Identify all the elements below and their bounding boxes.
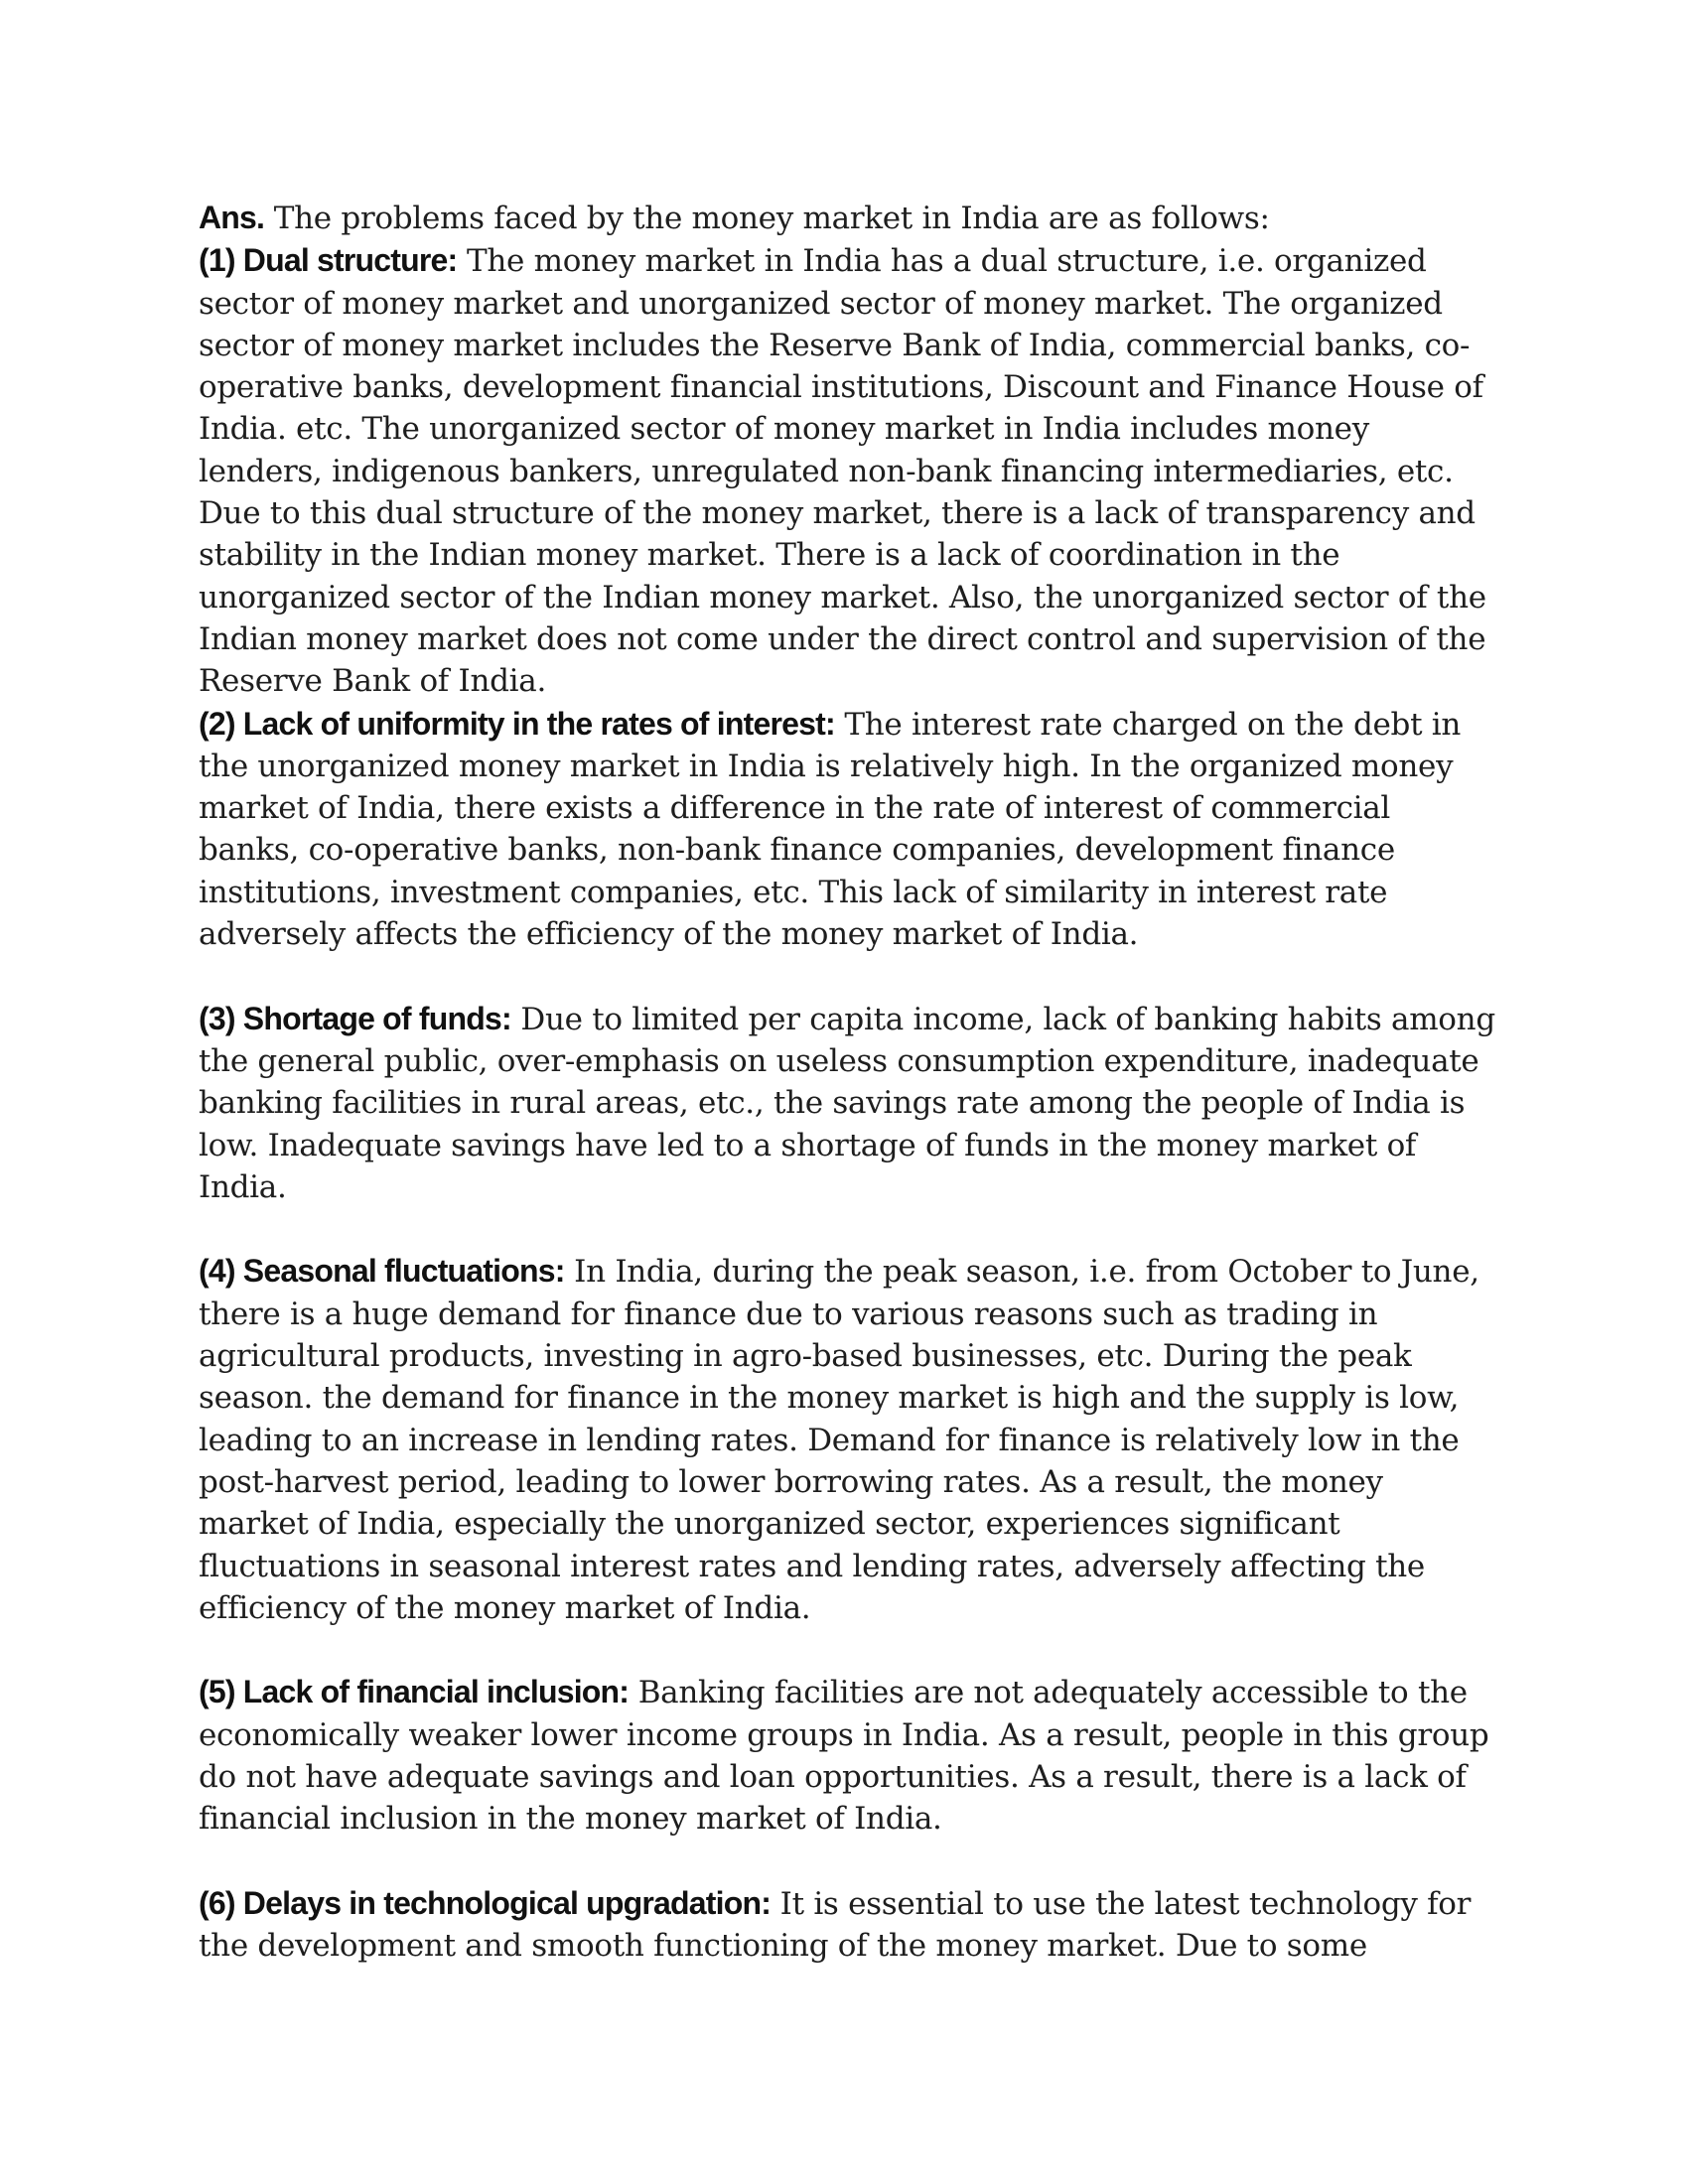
- point-financial-inclusion: [199, 1671, 1499, 1840]
- point-heading: (5) Lack of financial inclusion:: [199, 1674, 630, 1710]
- point-seasonal-fluctuations: [199, 1250, 1499, 1629]
- point-text: In India, during the peak season, i.e. from October to June, there is a huge demand for finance due to various reasons such as trading in agricultural products, investing in agro-based businesses, etc. During the peak season. the demand for finance in the money market is high and the supply is low, leading to an increase in lending rates. Demand for finance is relatively low in the post-harvest period, leading to lower borrowing rates. As a result, the money market of India, especially the unorganized sector, experiences significant fluctuations in seasonal interest rates and lending rates, adversely affecting the efficiency of the money market of India.: [199, 1254, 1479, 1626]
- point-dual-structure: [199, 239, 1499, 702]
- point-heading: (2) Lack of uniformity in the rates of interest:: [199, 705, 835, 742]
- point-text: Due to limited per capita income, lack of banking habits among the general public, over-emphasis on useless consumption expenditure, inadequate banking facilities in rural areas, etc., the savings rate among the people of India is low. Inadequate savings have led to a shortage of funds in the money market of India.: [199, 1001, 1495, 1205]
- point-heading: (4) Seasonal fluctuations:: [199, 1253, 565, 1290]
- point-heading: (1) Dual structure:: [199, 242, 458, 279]
- intro-paragraph: [199, 197, 1499, 239]
- point-text: The interest rate charged on the debt in the unorganized money market in India is relatively high. In the organized money market of India, there exists a difference in the rate of interest of commercial banks, co-operative banks, non-bank finance companies, development finance institutions, investment companies, etc. This lack of similarity in interest rate adversely affects the efficiency of the money market of India.: [199, 706, 1462, 953]
- document-page: [199, 197, 1499, 1967]
- point-text: The money market in India has a dual structure, i.e. organized sector of money market and unorganized sector of money market. The organized sector of money market includes the Reserve Bank of India, commercial banks, co-operative banks, development financial institutions, Discount and Finance House of India. etc. The unorganized sector of money market in India includes money lenders, indigenous bankers, unregulated non-bank financing intermediaries, etc. Due to this dual structure of the money market, there is a lack of transparency and stability in the Indian money market. There is a lack of coordination in the unorganized sector of the Indian money market. Also, the unorganized sector of the Indian money market does not come under the direct control and supervision of the Reserve Bank of India.: [199, 243, 1486, 700]
- point-heading: (6) Delays in technological upgradation:: [199, 1884, 772, 1921]
- point-shortage-of-funds: [199, 998, 1499, 1208]
- point-technological-upgradation: [199, 1882, 1499, 1968]
- point-heading: (3) Shortage of funds:: [199, 1000, 511, 1036]
- point-text: Banking facilities are not adequately accessible to the economically weaker lower income groups in India. As a result, people in this group do not have adequate savings and loan opportunities. As a result, there is a lack of financial inclusion in the money market of India.: [199, 1675, 1489, 1838]
- intro-text: The problems faced by the money market in India are as follows:: [273, 201, 1270, 236]
- answer-label: Ans.: [199, 200, 265, 235]
- point-text: It is essential to use the latest technology for the development and smooth functioning of the money market. Due to some: [199, 1885, 1472, 1965]
- point-lack-of-uniformity: [199, 703, 1499, 956]
